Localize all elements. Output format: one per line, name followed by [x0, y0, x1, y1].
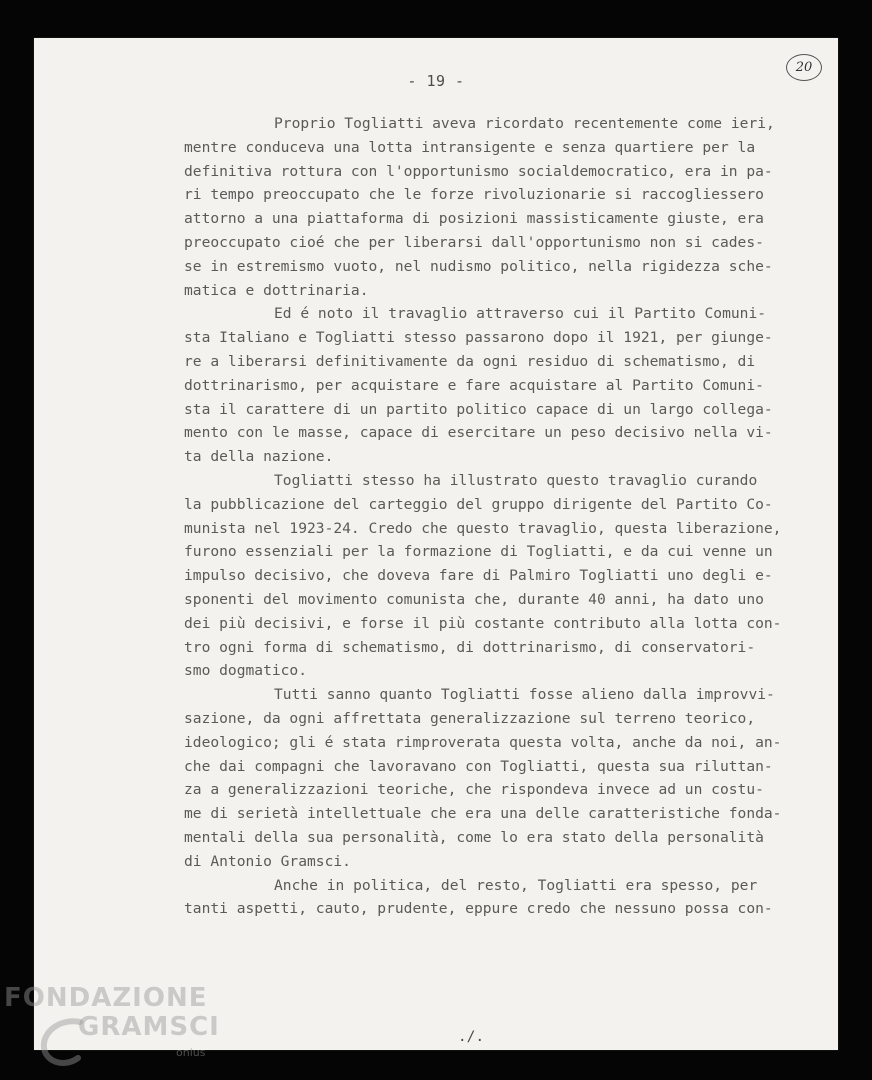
- text-line: munista nel 1923-24. Credo che questo travaglio, questa liberazione,: [184, 519, 782, 537]
- text-line: furono essenziali per la formazione di Togliatti, e da cui venne un: [184, 543, 773, 561]
- text-line: definitiva rottura con l'opportunismo socialdemocratico, era in pa-: [184, 162, 773, 180]
- text-line: mento con le masse, capace di esercitare un peso decisivo nella vi-: [184, 424, 773, 442]
- watermark-suffix: onlus: [176, 1046, 206, 1059]
- text-line: ri tempo preoccupato che le forze rivoluzionarie si raccogliessero: [184, 186, 764, 204]
- text-line: sta Italiano e Togliatti stesso passarono dopo il 1921, per giunge-: [184, 329, 773, 347]
- text-line: me di serietà intellettuale che era una delle caratteristiche fonda-: [184, 805, 782, 823]
- text-line: sponenti del movimento comunista che, durante 40 anni, ha dato uno: [184, 590, 764, 608]
- text-line: preoccupato cioé che per liberarsi dall'opportunismo non si cades-: [184, 233, 764, 251]
- text-line: impulso decisivo, che doveva fare di Palmiro Togliatti uno degli e-: [184, 567, 773, 585]
- text-line: smo dogmatico.: [184, 662, 308, 680]
- watermark: [4, 984, 220, 1042]
- text-line: Proprio Togliatti aveva ricordato recentemente come ieri,: [274, 115, 775, 132]
- watermark-line-2: GRAMSCI: [78, 1012, 220, 1042]
- text-line: re a liberarsi definitivamente da ogni residuo di schematismo, di: [184, 352, 756, 370]
- folio-circle-mark: 20: [786, 54, 822, 81]
- text-line: Togliatti stesso ha illustrato questo travaglio curando: [274, 471, 758, 489]
- text-line: Ed é noto il travaglio attraverso cui il Partito Comuni-: [274, 305, 767, 323]
- text-line: tro ogni forma di schematismo, di dottrinarismo, di conservatori-: [184, 638, 756, 656]
- text-line: attorno a una piattaforma di posizioni massisticamente giuste, era: [184, 210, 764, 228]
- text-line: sta il carattere di un partito politico capace di un largo collega-: [184, 400, 773, 418]
- text-line: ideologico; gli é stata rimproverata questa volta, anche da noi, an-: [184, 733, 782, 751]
- page-number: - 19 -: [407, 72, 465, 90]
- paragraph: [184, 469, 824, 683]
- text-line: matica e dottrinaria.: [184, 281, 369, 299]
- paragraph: [184, 112, 824, 302]
- continuation-mark: ./.: [457, 1028, 485, 1045]
- text-line: za a generalizzazioni teoriche, che rispondeva invece ad un costu-: [184, 781, 764, 799]
- text-line: Tutti sanno quanto Togliatti fosse alieno dalla improvvi-: [274, 686, 775, 704]
- text-line: tanti aspetti, cauto, prudente, eppure credo che nessuno possa con-: [184, 900, 773, 918]
- text-line: Anche in politica, del resto, Togliatti era spesso, per: [274, 876, 758, 894]
- paragraph: [184, 683, 824, 873]
- paragraph: [184, 302, 824, 469]
- text-line: dottrinarismo, per acquistare e fare acquistare al Partito Comuni-: [184, 376, 764, 394]
- text-line: mentre conduceva una lotta intransigente e senza quartiere per la: [184, 138, 756, 156]
- typewritten-page: [34, 38, 838, 1050]
- body-text: [184, 112, 824, 921]
- text-line: mentali della sua personalità, come lo era stato della personalità: [184, 828, 764, 846]
- text-line: se in estremismo vuoto, nel nudismo politico, nella rigidezza sche-: [184, 257, 773, 275]
- paragraph: [184, 874, 824, 922]
- text-line: dei più decisivi, e forse il più costante contributo alla lotta con-: [184, 614, 782, 632]
- text-line: ta della nazione.: [184, 448, 334, 466]
- watermark-line-1: FONDAZIONE: [4, 983, 208, 1013]
- text-line: che dai compagni che lavoravano con Togliatti, questa sua riluttan-: [184, 757, 773, 775]
- text-line: di Antonio Gramsci.: [184, 852, 351, 870]
- text-line: sazione, da ogni affrettata generalizzazione sul terreno teorico,: [184, 709, 756, 727]
- text-line: la pubblicazione del carteggio del gruppo dirigente del Partito Co-: [184, 495, 773, 513]
